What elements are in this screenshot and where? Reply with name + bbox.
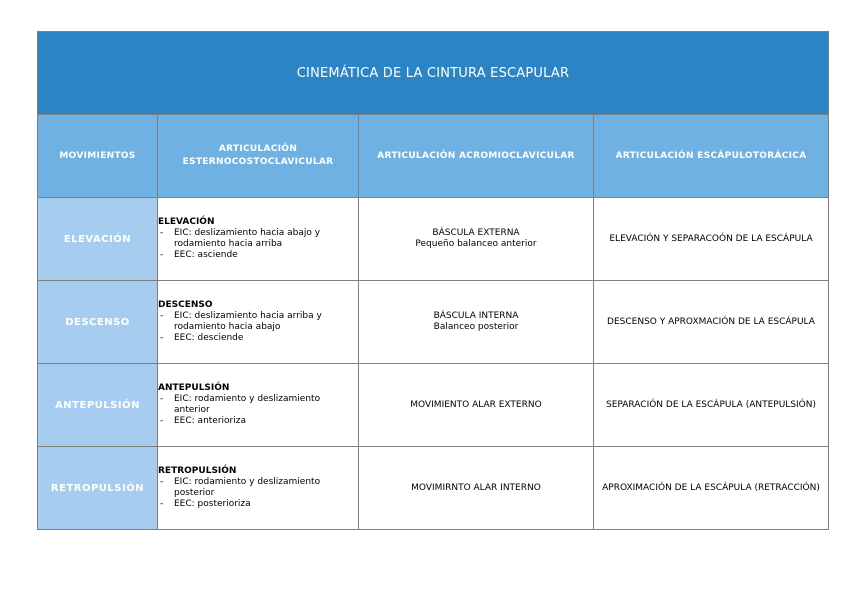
esc-line: - EIC: rodamiento y deslizamiento posterior: [160, 477, 321, 498]
movement-label: ANTEPULSIÓN: [38, 364, 158, 447]
acr-line: MOVIMIENTO ALAR EXTERNO: [410, 399, 542, 410]
esc-title: RETROPULSIÓN: [158, 466, 237, 476]
esc-line-text: EEC: asciende: [174, 250, 238, 260]
kinematics-table: [37, 31, 829, 530]
esc-title: DESCENSO: [158, 300, 213, 310]
esc-title: ANTEPULSIÓN: [158, 383, 230, 393]
esc-line: - EIC: rodamiento y deslizamiento anterior: [160, 394, 321, 415]
header-acromioclavicular: ARTICULACIÓN ACROMIOCLAVICULAR: [359, 115, 594, 198]
esc-line: - EEC: anterioriza: [160, 416, 246, 426]
esc-line-text: EIC: rodamiento y deslizamiento posterior: [174, 477, 321, 498]
header-escapulotoracica: ARTICULACIÓN ESCÁPULOTORÁCICA: [594, 115, 829, 198]
esc-line-text: EIC: rodamiento y deslizamiento anterior: [174, 394, 321, 415]
esc-line-text: EIC: deslizamiento hacia arriba y rodamiento hacia abajo: [174, 311, 322, 332]
table-row: [38, 281, 829, 364]
acr-line: Balanceo posterior: [433, 322, 519, 332]
esc-line-text: EEC: desciende: [174, 333, 244, 343]
acr-cell: [359, 198, 594, 281]
est-cell: ELEVACIÓN Y SEPARACOÓN DE LA ESCÁPULA: [594, 198, 829, 281]
esc-title: ELEVACIÓN: [158, 217, 215, 227]
est-cell: APROXIMACIÓN DE LA ESCÁPULA (RETRACCIÓN): [594, 447, 829, 530]
esc-line-text: EEC: posterioriza: [174, 499, 251, 509]
esc-cell: [158, 364, 359, 447]
est-cell: DESCENSO Y APROXMACIÓN DE LA ESCÁPULA: [594, 281, 829, 364]
header-esternocostoclavicular: ARTICULACIÓN ESTERNOCOSTOCLAVICULAR: [158, 115, 359, 198]
table-title: CINEMÁTICA DE LA CINTURA ESCAPULAR: [38, 32, 829, 115]
esc-line: - EEC: desciende: [160, 333, 244, 343]
est-cell: SEPARACIÓN DE LA ESCÁPULA (ANTEPULSIÓN): [594, 364, 829, 447]
acr-cell: [359, 364, 594, 447]
esc-cell: [158, 198, 359, 281]
header-row: [38, 115, 829, 198]
acr-line: Pequeño balanceo anterior: [415, 239, 537, 249]
esc-line: - EEC: asciende: [160, 250, 238, 260]
movement-label: ELEVACIÓN: [38, 198, 158, 281]
acr-cell: [359, 447, 594, 530]
esc-line: - EEC: posterioriza: [160, 499, 251, 509]
movement-label: RETROPULSIÓN: [38, 447, 158, 530]
movement-label: DESCENSO: [38, 281, 158, 364]
esc-cell: [158, 281, 359, 364]
table-row: [38, 447, 829, 530]
esc-cell: [158, 447, 359, 530]
esc-line: - EIC: deslizamiento hacia arriba y rodamiento hacia abajo: [160, 311, 322, 332]
esc-line-text: EIC: deslizamiento hacia abajo y rodamiento hacia arriba: [174, 228, 321, 249]
table-row: [38, 364, 829, 447]
title-row: [38, 32, 829, 115]
esc-line: - EIC: deslizamiento hacia abajo y rodamiento hacia arriba: [160, 228, 321, 249]
acr-line: BÁSCULA INTERNA: [433, 311, 519, 321]
header-movements: MOVIMIENTOS: [38, 115, 158, 198]
table-row: [38, 198, 829, 281]
acr-line: MOVIMIRNTO ALAR INTERNO: [411, 482, 541, 493]
acr-cell: [359, 281, 594, 364]
esc-line-text: EEC: anterioriza: [174, 416, 246, 426]
acr-line: BÁSCULA EXTERNA: [432, 228, 520, 238]
